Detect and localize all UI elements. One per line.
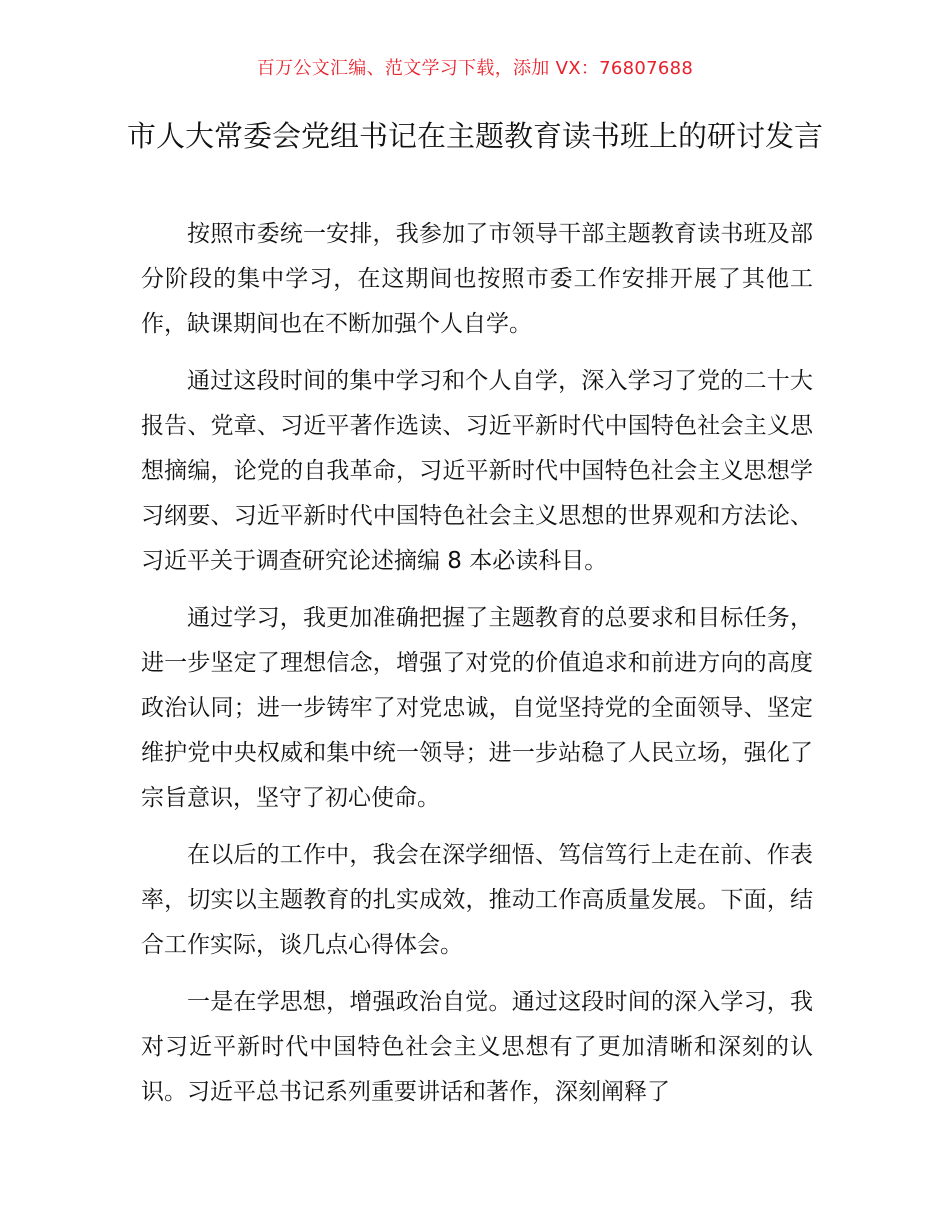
paragraph: 在以后的工作中，我会在深学细悟、笃信笃行上走在前、作表率，切实以主题教育的扎实成效，推动工作高质量发展。下面，结合工作实际，谈几点心得体会。 bbox=[141, 842, 813, 958]
header-ad-note: 百万公文汇编、范文学习下载，添加 VX：76807688 bbox=[256, 58, 694, 79]
document-body bbox=[141, 212, 813, 1127]
paragraph: 通过学习，我更加准确把握了主题教育的总要求和目标任务，进一步坚定了理想信念，增强了对党的价值追求和前进方向的高度政治认同；进一步铸牢了对党忠诚，自觉坚持党的全面领导、坚定维护党中央权威和集中统一领导；进一步站稳了人民立场，强化了宗旨意识，坚守了初心使命。 bbox=[141, 605, 813, 811]
document-title: 市人大常委会党组书记在主题教育读书班上的研讨发言 bbox=[126, 119, 823, 153]
paragraph: 按照市委统一安排，我参加了市领导干部主题教育读书班及部分阶段的集中学习，在这期间也按照市委工作安排开展了其他工作，缺课期间也在不断加强个人自学。 bbox=[141, 221, 813, 337]
paragraph: 通过这段时间的集中学习和个人自学，深入学习了党的二十大报告、党章、习近平著作选读、习近平新时代中国特色社会主义思想摘编，论党的自我革命，习近平新时代中国特色社会主义思想学习纲要、习近平新时代中国特色社会主义思想的世界观和方法论、习近平关于调查研究论述摘编 8 本必读科目。 bbox=[141, 368, 813, 574]
paragraph: 一是在学思想，增强政治自觉。通过这段时间的深入学习，我对习近平新时代中国特色社会主义思想有了更加清晰和深刻的认识。习近平总书记系列重要讲话和著作，深刻阐释了 bbox=[141, 989, 813, 1105]
